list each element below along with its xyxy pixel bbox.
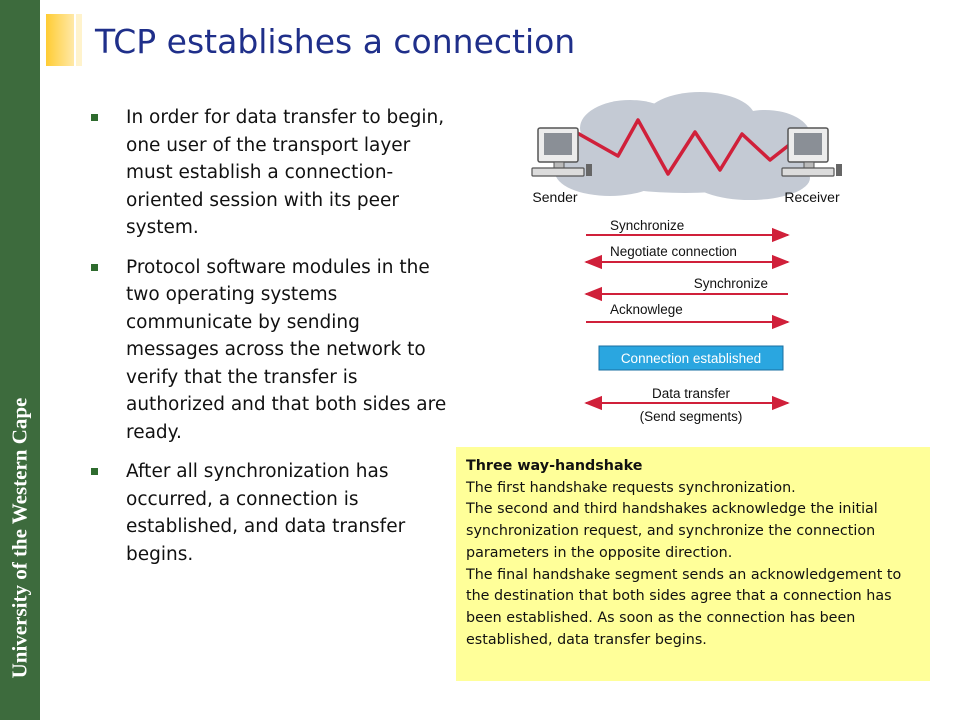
title-accent-bar	[46, 14, 74, 66]
square-bullet-icon	[91, 114, 98, 121]
caption-line: The second and third handshakes acknowledge the initial synchronization request, and synchronize the connection parameters in the opposite direction.	[466, 501, 878, 561]
handshake-diagram	[520, 90, 860, 432]
caption-title: Three way-handshake	[466, 458, 643, 474]
data-transfer-label: Data transfer	[651, 386, 731, 401]
page-title: TCP establishes a connection	[95, 22, 576, 61]
sidebar	[0, 0, 40, 720]
bullet-text: Protocol software modules in the two operating systems communicate by sending messages across the network to verify that the transfer is authorized and that both sides are ready.	[126, 256, 447, 443]
bullet-list	[90, 104, 450, 580]
sidebar-university-name: University of the Western Cape	[7, 397, 32, 679]
sender-label: Sender	[532, 189, 578, 205]
bullet-text: In order for data transfer to begin, one user of the transport layer must establish a connection-oriented session with its peer system.	[126, 107, 445, 238]
message-synchronize-request: Synchronize	[610, 218, 685, 233]
bullet-item	[90, 458, 450, 568]
square-bullet-icon	[91, 264, 98, 271]
receiver-label: Receiver	[784, 189, 840, 205]
send-segments-label: (Send segments)	[639, 409, 743, 424]
connection-established-label: Connection established	[620, 351, 762, 366]
square-bullet-icon	[91, 468, 98, 475]
bullet-item	[90, 254, 450, 447]
message-synchronize-reply: Synchronize	[693, 276, 768, 291]
handshake-caption-box	[456, 447, 930, 681]
caption-line: The first handshake requests synchronization.	[466, 479, 796, 496]
receiver-computer-icon	[782, 128, 842, 176]
bullet-text: After all synchronization has occurred, a connection is established, and data transfer begins.	[126, 461, 406, 565]
caption-line: The final handshake segment sends an acknowledgement to the destination that both sides agree that a connection has been established. As soon as the connection has been established, data transfer begins.	[466, 566, 902, 648]
message-acknowledge: Acknowlege	[610, 302, 683, 317]
message-negotiate-connection: Negotiate connection	[610, 244, 737, 259]
bullet-item	[90, 104, 450, 242]
